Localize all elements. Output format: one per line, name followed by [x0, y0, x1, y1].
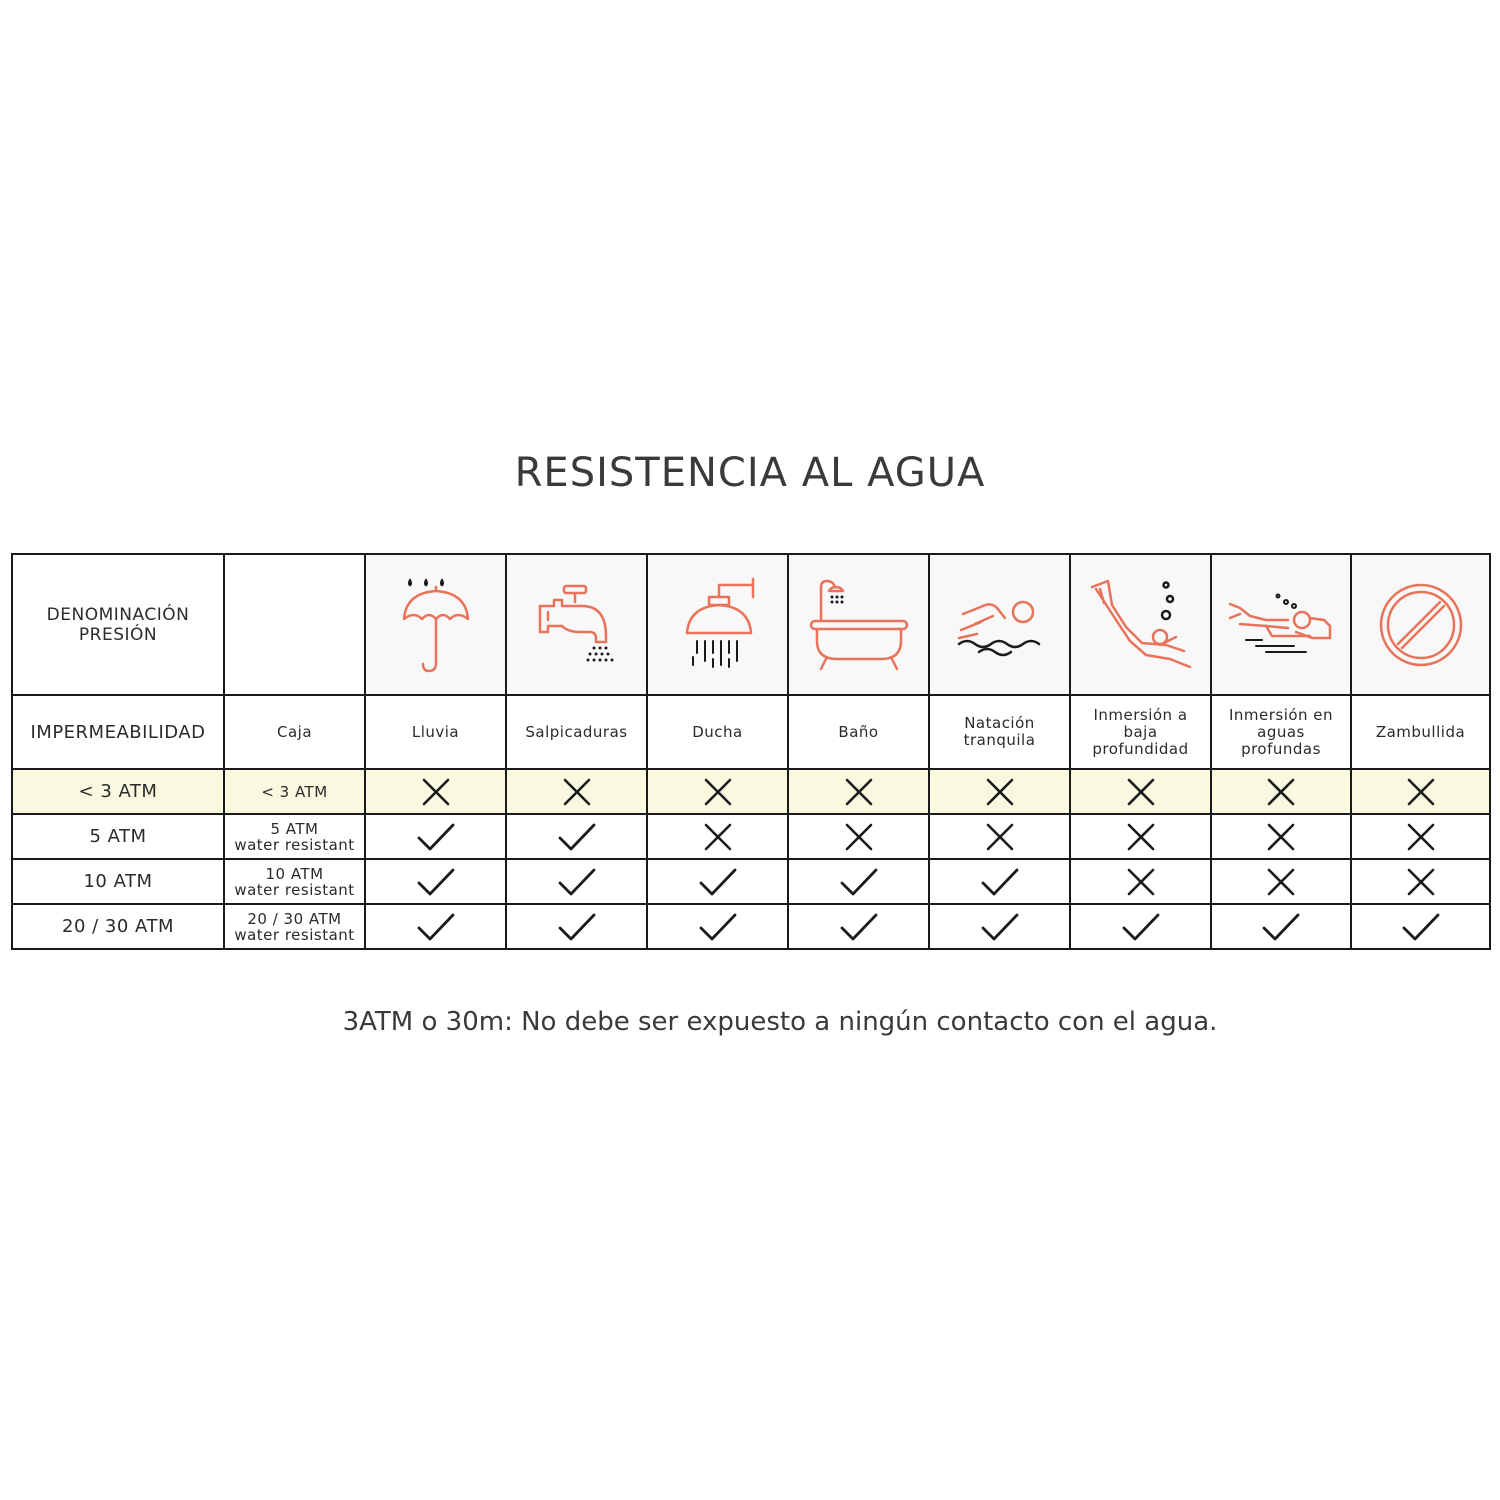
column-label-cell	[1351, 695, 1490, 769]
mark-cell	[506, 859, 647, 904]
check-icon	[366, 867, 505, 897]
atm-label: < 3 ATM	[78, 781, 158, 802]
atm-cell	[12, 904, 224, 949]
check-icon	[366, 912, 505, 942]
column-label-cell	[647, 695, 788, 769]
mark-cell	[1211, 904, 1351, 949]
mark-cell	[1211, 769, 1351, 814]
mark-cell	[647, 904, 788, 949]
icon-cell-salpicaduras	[506, 554, 647, 695]
cross-icon	[930, 777, 1069, 807]
check-icon	[648, 912, 787, 942]
page-title: RESISTENCIA AL AGUA	[514, 450, 986, 496]
caja-line-1: 10 ATM	[265, 864, 324, 883]
column-label-ducha: Ducha	[692, 722, 743, 741]
header-corner-cell	[12, 554, 224, 695]
mark-cell	[1070, 859, 1211, 904]
mark-cell	[647, 814, 788, 859]
column-label-zambullida: Zambullida	[1375, 722, 1466, 741]
data-rows	[12, 769, 1490, 949]
check-icon	[930, 912, 1069, 942]
check-icon	[1071, 912, 1210, 942]
caja-line-1: 5 ATM	[270, 819, 319, 838]
cross-icon	[789, 777, 928, 807]
footnote: 3ATM o 30m: No debe ser expuesto a ningún contacto con el agua.	[342, 1007, 1218, 1037]
mark-cell	[647, 769, 788, 814]
mark-cell	[506, 904, 647, 949]
column-label-inmersion-profunda: Inmersión en aguas profundas	[1228, 705, 1334, 758]
icon-cell-inmersion-profunda	[1211, 554, 1351, 695]
caja-line-2: water resistant	[234, 925, 355, 944]
label-row	[12, 695, 1490, 769]
mark-cell	[1351, 769, 1490, 814]
atm-label: 10 ATM	[83, 871, 153, 892]
cross-icon	[930, 822, 1069, 852]
mark-cell	[1070, 904, 1211, 949]
column-label-natacion: Natación tranquila	[963, 714, 1036, 749]
water-resistance-table	[11, 553, 1491, 950]
cross-icon	[1352, 777, 1489, 807]
column-label-cell	[788, 695, 929, 769]
cross-icon	[648, 777, 787, 807]
mark-cell	[929, 904, 1070, 949]
icon-cell-lluvia	[365, 554, 506, 695]
column-label-cell	[365, 695, 506, 769]
mark-cell	[365, 904, 506, 949]
check-icon	[648, 867, 787, 897]
cross-icon	[1212, 822, 1350, 852]
check-icon	[366, 822, 505, 852]
denominacion-presion-label: DENOMINACIÓN PRESIÓN	[46, 604, 190, 645]
atm-cell	[12, 859, 224, 904]
impermeabilidad-label: IMPERMEABILIDAD	[30, 721, 206, 743]
check-icon	[789, 912, 928, 942]
swimmer-icon	[930, 590, 1069, 660]
column-label-cell	[929, 695, 1070, 769]
table-row	[12, 904, 1490, 949]
icon-cell-ducha	[647, 554, 788, 695]
table-row	[12, 769, 1490, 814]
caja-label: Caja	[276, 722, 313, 741]
caja-value	[225, 821, 364, 853]
check-icon	[507, 867, 646, 897]
mark-cell	[788, 859, 929, 904]
atm-label: 5 ATM	[89, 826, 147, 847]
cross-icon	[1212, 777, 1350, 807]
column-label-cell	[1070, 695, 1211, 769]
icon-row	[12, 554, 1490, 695]
caja-cell	[224, 814, 365, 859]
mark-cell	[788, 769, 929, 814]
mark-cell	[1211, 859, 1351, 904]
mark-cell	[1351, 904, 1490, 949]
column-label-inmersion-baja: Inmersión a baja profundidad	[1092, 705, 1189, 758]
column-label-bano: Baño	[838, 722, 879, 741]
table-row	[12, 859, 1490, 904]
header-empty-cell	[224, 554, 365, 695]
cross-icon	[1071, 822, 1210, 852]
atm-cell	[12, 814, 224, 859]
mark-cell	[1211, 814, 1351, 859]
table-row	[12, 814, 1490, 859]
mark-cell	[788, 814, 929, 859]
caja-line-1: 20 / 30 ATM	[247, 909, 342, 928]
impermeabilidad-cell	[12, 695, 224, 769]
caja-value	[225, 866, 364, 898]
caja-line-1: < 3 ATM	[261, 782, 328, 801]
check-icon	[1212, 912, 1350, 942]
mark-cell	[788, 904, 929, 949]
cross-icon	[507, 777, 646, 807]
icon-cell-zambullida	[1351, 554, 1490, 695]
mark-cell	[647, 859, 788, 904]
check-icon	[507, 822, 646, 852]
caja-header-cell	[224, 695, 365, 769]
check-icon	[507, 912, 646, 942]
prohibited-icon	[1352, 580, 1489, 670]
caja-value	[225, 784, 364, 800]
cross-icon	[1352, 867, 1489, 897]
column-label-lluvia: Lluvia	[411, 722, 460, 741]
caja-cell	[224, 859, 365, 904]
check-icon	[1352, 912, 1489, 942]
atm-label: 20 / 30 ATM	[62, 916, 174, 937]
mark-cell	[1070, 814, 1211, 859]
mark-cell	[365, 769, 506, 814]
caja-cell	[224, 904, 365, 949]
umbrella-rain-icon	[366, 575, 505, 675]
check-icon	[930, 867, 1069, 897]
mark-cell	[1070, 769, 1211, 814]
caja-line-2: water resistant	[234, 880, 355, 899]
cross-icon	[648, 822, 787, 852]
caja-cell	[224, 769, 365, 814]
bathtub-icon	[789, 577, 928, 673]
icon-cell-natacion	[929, 554, 1070, 695]
mark-cell	[1351, 814, 1490, 859]
faucet-splash-icon	[507, 580, 646, 670]
cross-icon	[789, 822, 928, 852]
mark-cell	[929, 859, 1070, 904]
shower-icon	[648, 575, 787, 675]
column-label-salpicaduras: Salpicaduras	[525, 722, 628, 741]
caja-value	[225, 911, 364, 943]
cross-icon	[1071, 867, 1210, 897]
column-label-cell	[506, 695, 647, 769]
caja-line-2: water resistant	[234, 835, 355, 854]
deep-diver-icon	[1212, 590, 1350, 660]
icon-cell-bano	[788, 554, 929, 695]
cross-icon	[1071, 777, 1210, 807]
mark-cell	[929, 814, 1070, 859]
mark-cell	[506, 769, 647, 814]
mark-cell	[506, 814, 647, 859]
atm-cell	[12, 769, 224, 814]
cross-icon	[1352, 822, 1489, 852]
cross-icon	[1212, 867, 1350, 897]
icon-cell-inmersion-baja	[1070, 554, 1211, 695]
mark-cell	[1351, 859, 1490, 904]
column-label-cell	[1211, 695, 1351, 769]
mark-cell	[365, 814, 506, 859]
check-icon	[789, 867, 928, 897]
mark-cell	[929, 769, 1070, 814]
cross-icon	[366, 777, 505, 807]
shallow-diver-icon	[1071, 575, 1210, 675]
mark-cell	[365, 859, 506, 904]
